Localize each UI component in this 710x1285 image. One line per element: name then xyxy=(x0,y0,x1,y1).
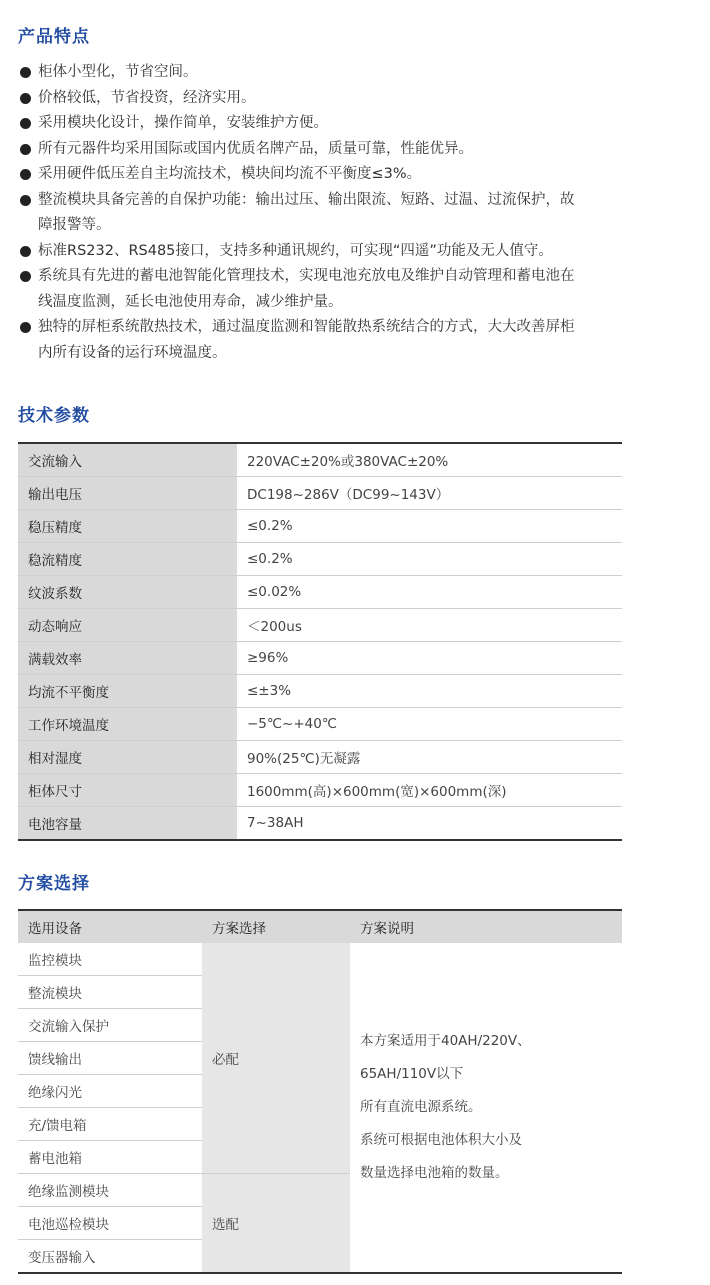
param-row xyxy=(18,609,622,642)
bullet-icon xyxy=(20,246,31,257)
bullet-icon xyxy=(20,144,31,155)
plan-required-option: 必配 xyxy=(202,943,350,1174)
param-value: ≤±3% xyxy=(237,675,622,708)
feature-item xyxy=(20,137,620,163)
param-value: 7~38AH xyxy=(237,807,622,841)
plan-device: 馈线输出 xyxy=(18,1042,202,1075)
feature-text: 整流模块具备完善的自保护功能：输出过压、输出限流、短路、过温、过流保护，故 xyxy=(38,191,575,208)
plan-device: 整流模块 xyxy=(18,976,202,1009)
param-row xyxy=(18,807,622,841)
param-label: 满载效率 xyxy=(18,642,237,675)
param-label: 交流输入 xyxy=(18,443,237,477)
plan-description-line: 系统可根据电池体积大小及 xyxy=(360,1132,522,1148)
plan-device: 蓄电池箱 xyxy=(18,1141,202,1174)
param-row xyxy=(18,510,622,543)
plans-header-device: 选用设备 xyxy=(18,910,202,943)
bullet-icon xyxy=(20,169,31,180)
param-value: ≤0.02% xyxy=(237,576,622,609)
feature-text: 独特的屏柜系统散热技术，通过温度监测和智能散热系统结合的方式，大大改善屏柜 xyxy=(38,319,575,335)
bullet-icon xyxy=(20,118,31,129)
param-label: 均流不平衡度 xyxy=(18,675,237,708)
param-label: 纹波系数 xyxy=(18,576,237,609)
param-value: DC198~286V（DC99~143V） xyxy=(237,477,622,510)
param-row xyxy=(18,741,622,774)
bullet-icon xyxy=(20,195,31,206)
param-value: 1600mm(高)×600mm(宽)×600mm(深) xyxy=(237,774,622,807)
feature-item xyxy=(20,264,620,315)
features-section-title: 产品特点 xyxy=(18,27,90,47)
param-row xyxy=(18,708,622,741)
feature-text: 所有元器件均采用国际或国内优质名牌产品，质量可靠，性能优异。 xyxy=(38,140,473,157)
plan-description xyxy=(350,943,622,1273)
param-label: 输出电压 xyxy=(18,477,237,510)
param-value: ≤0.2% xyxy=(237,543,622,576)
feature-text: 系统具有先进的蓄电池智能化管理技术，实现电池充放电及维护自动管理和蓄电池在 xyxy=(38,268,575,284)
feature-item xyxy=(20,239,620,265)
param-label: 工作环境温度 xyxy=(18,708,237,741)
param-value: 220VAC±20%或380VAC±20% xyxy=(237,443,622,477)
param-value: −5℃~+40℃ xyxy=(237,708,622,741)
param-label: 柜体尺寸 xyxy=(18,774,237,807)
plan-device: 绝缘监测模块 xyxy=(18,1174,202,1207)
param-label: 稳流精度 xyxy=(18,543,237,576)
params-table xyxy=(18,442,622,841)
bullet-icon xyxy=(20,322,31,333)
plan-description-line: 65AH/110V以下 xyxy=(360,1066,464,1082)
param-value: ＜200us xyxy=(237,609,622,642)
param-row xyxy=(18,543,622,576)
param-row xyxy=(18,642,622,675)
feature-text: 采用硬件低压差自主均流技术，模块间均流不平衡度≤3%。 xyxy=(38,166,422,182)
feature-text: 采用模块化设计，操作简单，安装维护方便。 xyxy=(38,115,328,131)
feature-text: 价格较低，节省投资，经济实用。 xyxy=(38,89,256,106)
bullet-icon xyxy=(20,67,31,78)
plans-table xyxy=(18,909,622,1274)
features-list xyxy=(20,60,620,366)
feature-text: 障报警等。 xyxy=(38,217,111,233)
feature-item xyxy=(20,86,620,112)
plan-device: 电池巡检模块 xyxy=(18,1207,202,1240)
plan-description-line: 数量选择电池箱的数量。 xyxy=(360,1165,509,1181)
plan-optional-option: 选配 xyxy=(202,1174,350,1274)
bullet-icon xyxy=(20,93,31,104)
plan-device: 变压器输入 xyxy=(18,1240,202,1274)
feature-item xyxy=(20,162,620,188)
plan-device: 交流输入保护 xyxy=(18,1009,202,1042)
param-label: 稳压精度 xyxy=(18,510,237,543)
param-row xyxy=(18,443,622,477)
param-value: ≥96% xyxy=(237,642,622,675)
plan-device: 绝缘闪光 xyxy=(18,1075,202,1108)
param-row xyxy=(18,675,622,708)
plan-device: 充/馈电箱 xyxy=(18,1108,202,1141)
plan-description-line: 本方案适用于40AH/220V、 xyxy=(360,1033,531,1049)
plan-row xyxy=(18,943,622,976)
param-label: 电池容量 xyxy=(18,807,237,841)
feature-item xyxy=(20,188,620,239)
param-label: 相对湿度 xyxy=(18,741,237,774)
feature-text: 线温度监测，延长电池使用寿命，减少维护量。 xyxy=(38,293,343,310)
param-row xyxy=(18,477,622,510)
params-section-title: 技术参数 xyxy=(18,406,90,426)
bullet-icon xyxy=(20,271,31,282)
feature-item xyxy=(20,315,620,366)
plans-header-option: 方案选择 xyxy=(202,910,350,943)
param-label: 动态响应 xyxy=(18,609,237,642)
feature-item xyxy=(20,111,620,137)
param-row xyxy=(18,774,622,807)
plans-header-description: 方案说明 xyxy=(350,910,622,943)
plan-description-line: 所有直流电源系统。 xyxy=(360,1099,482,1115)
param-value: 90%(25℃)无凝露 xyxy=(237,741,622,774)
plans-section-title: 方案选择 xyxy=(18,874,90,894)
plans-header-row xyxy=(18,910,622,943)
feature-item xyxy=(20,60,620,86)
feature-text: 标准RS232、RS485接口，支持多种通讯规约，可实现“四遥”功能及无人值守。 xyxy=(38,242,553,259)
feature-text: 内所有设备的运行环境温度。 xyxy=(38,344,227,361)
plan-device: 监控模块 xyxy=(18,943,202,976)
param-row xyxy=(18,576,622,609)
feature-text: 柜体小型化，节省空间。 xyxy=(38,64,198,80)
param-value: ≤0.2% xyxy=(237,510,622,543)
